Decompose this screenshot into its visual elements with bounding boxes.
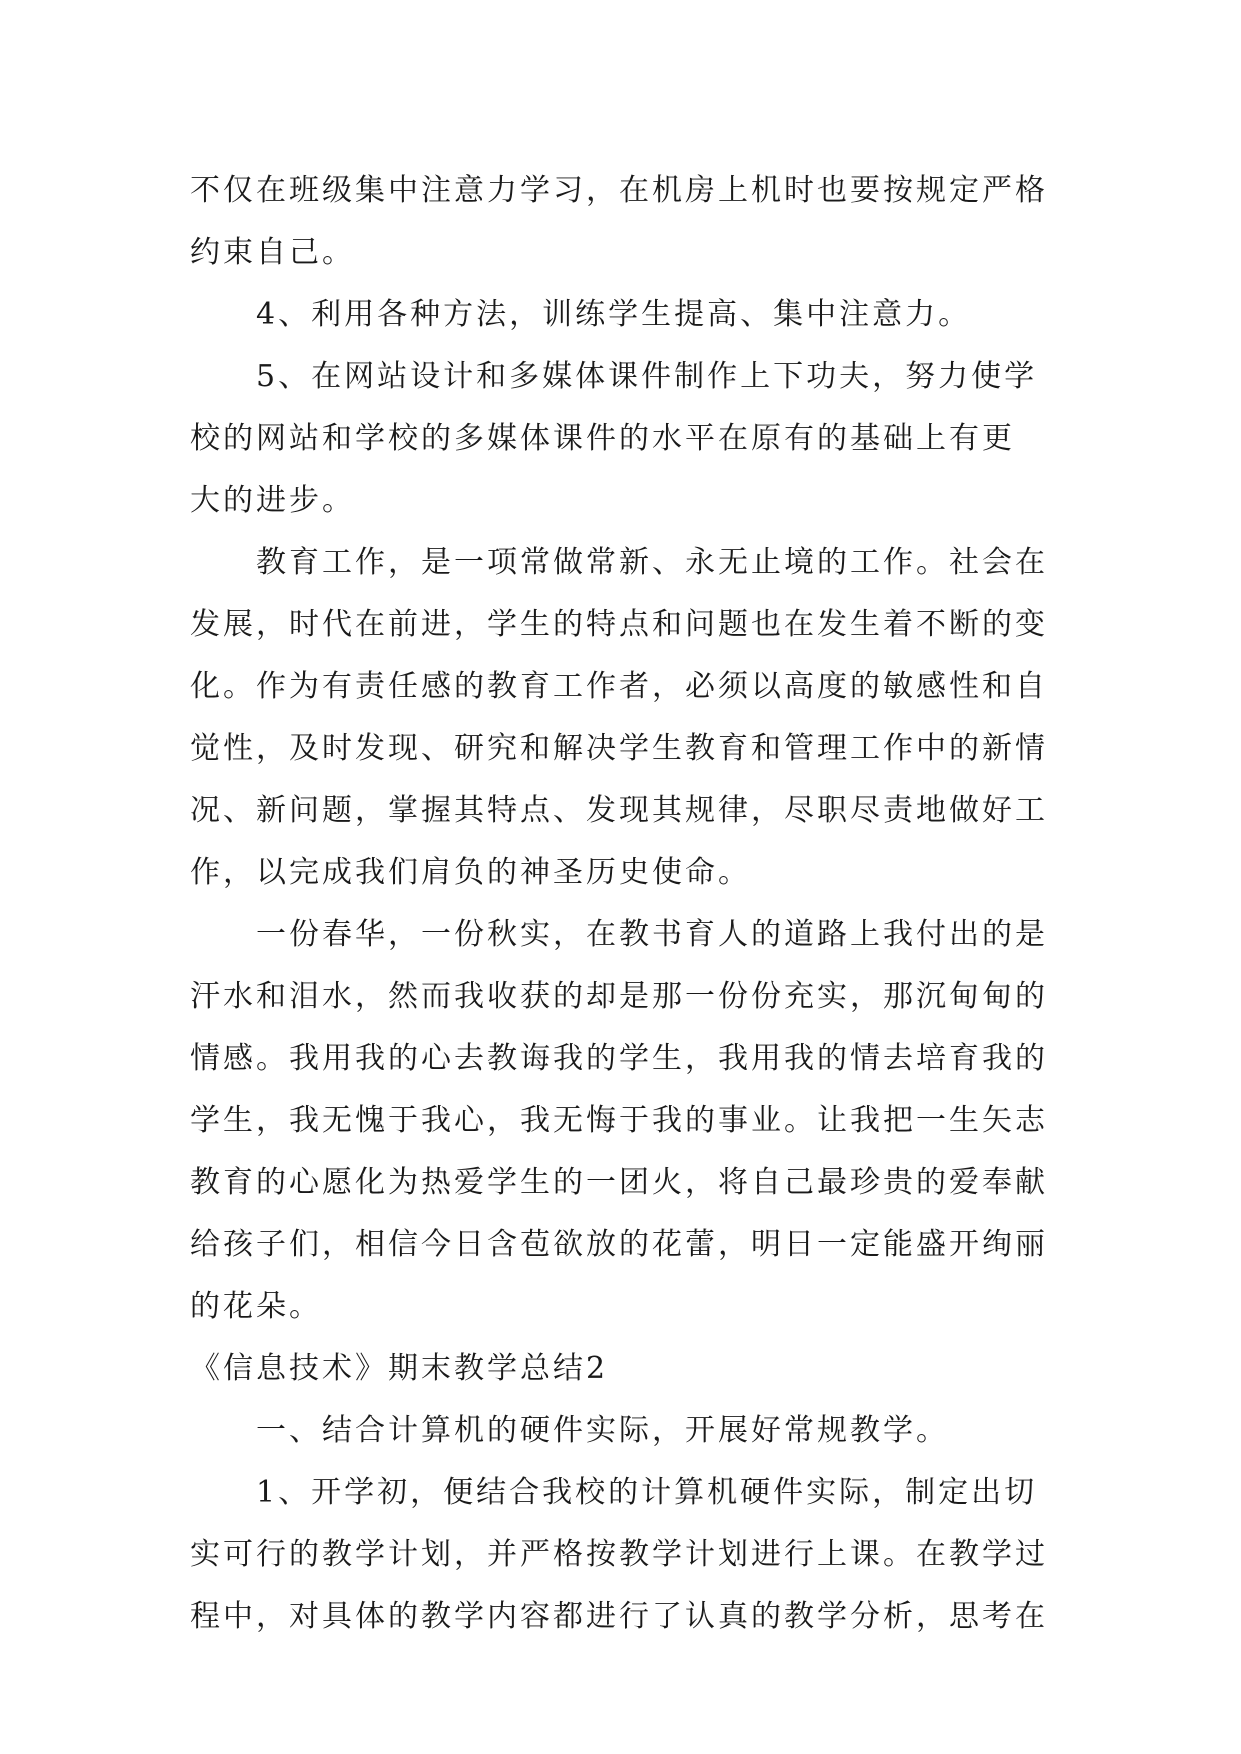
section-title (190, 1338, 1070, 1400)
text-line: 4、利用各种方法，训练学生提高、集中注意力。 (190, 297, 972, 332)
text-line: 的花朵。 (190, 1289, 322, 1324)
text-line: 教育工作，是一项常做常新、永无止境的工作。社会在 (190, 545, 1048, 580)
text-line: 程中，对具体的教学内容都进行了认真的教学分析，思考在 (190, 1599, 1048, 1634)
section-title-text: 《信息技术》期末教学总结2 (190, 1351, 609, 1386)
text-line: 1、开学初，便结合我校的计算机硬件实际，制定出切 (190, 1475, 1038, 1510)
text-line: 给孩子们，相信今日含苞欲放的花蕾，明日一定能盛开绚丽 (190, 1227, 1048, 1262)
paragraph-item-5 (190, 346, 1070, 532)
text-line: 不仅在班级集中注意力学习，在机房上机时也要按规定严格 (190, 173, 1048, 208)
text-line: 化。作为有责任感的教育工作者，必须以高度的敏感性和自 (190, 669, 1048, 704)
paragraph-attention-continued (190, 160, 1070, 284)
text-line: 况、新问题，掌握其特点、发现其规律，尽职尽责地做好工 (190, 793, 1048, 828)
paragraph-section-heading-1 (190, 1400, 1070, 1462)
paragraph-item-1 (190, 1462, 1070, 1648)
text-line: 汗水和泪水，然而我收获的却是那一份份充实，那沉甸甸的 (190, 979, 1048, 1014)
text-line: 情感。我用我的心去教诲我的学生，我用我的情去培育我的 (190, 1041, 1048, 1076)
paragraph-education-work (190, 532, 1070, 904)
text-line: 作，以完成我们肩负的神圣历史使命。 (190, 855, 751, 890)
document-body (190, 160, 1070, 1648)
paragraph-spring-autumn (190, 904, 1070, 1338)
text-line: 大的进步。 (190, 483, 355, 518)
text-line: 学生，我无愧于我心，我无悔于我的事业。让我把一生矢志 (190, 1103, 1048, 1138)
text-line: 5、在网站设计和多媒体课件制作上下功夫，努力使学 (190, 359, 1038, 394)
text-line: 约束自己。 (190, 235, 355, 270)
text-line: 一份春华，一份秋实，在教书育人的道路上我付出的是 (190, 917, 1048, 952)
paragraph-item-4 (190, 284, 1070, 346)
text-line: 校的网站和学校的多媒体课件的水平在原有的基础上有更 (190, 421, 1015, 456)
text-line: 觉性，及时发现、研究和解决学生教育和管理工作中的新情 (190, 731, 1048, 766)
text-line: 教育的心愿化为热爱学生的一团火，将自己最珍贵的爱奉献 (190, 1165, 1048, 1200)
text-line: 实可行的教学计划，并严格按教学计划进行上课。在教学过 (190, 1537, 1048, 1572)
text-line: 一、结合计算机的硬件实际，开展好常规教学。 (190, 1413, 949, 1448)
text-line: 发展，时代在前进，学生的特点和问题也在发生着不断的变 (190, 607, 1048, 642)
